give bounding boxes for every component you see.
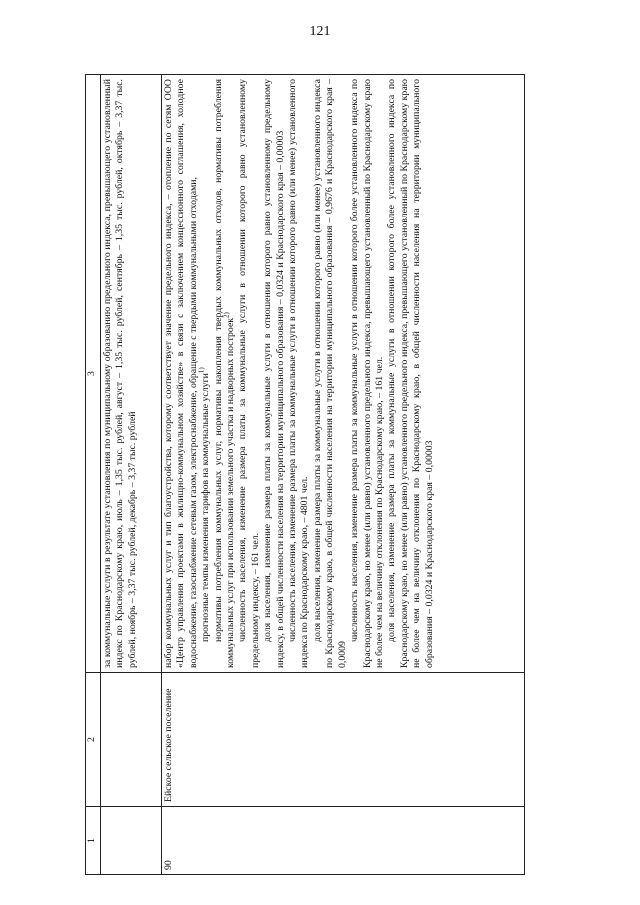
rotated-table-container <box>85 75 545 875</box>
population-equal-paragraph: численность населения, изменение размера платы за коммунальные услуги в отношении которого равно установленному предельному индексу, – 161 чел. <box>237 79 261 668</box>
description-cell <box>162 75 525 673</box>
norms-paragraph <box>213 79 238 668</box>
header-cell-3: 3 <box>86 75 101 673</box>
header-cell-2: 2 <box>86 673 101 807</box>
document-table <box>85 74 525 875</box>
population-less-paragraph: численность населения, изменение размера платы за коммунальные услуги в отношении которого равно (или менее) установленного индекса по Краснодарскому краю, – 4801 чел. <box>287 79 311 668</box>
share-equal-paragraph: доля населения, изменение размера платы за коммунальные услуги в отношении которого равно установленному предельному индексу, в общей численности населения на территории муниципального образования – 0,0324 и Краснодарского края – 0,00003 <box>262 79 286 668</box>
table-row-90 <box>162 75 525 875</box>
page-number: 121 <box>309 24 331 39</box>
settlement-name: Ейское сельское поселение <box>162 673 525 807</box>
share-less-paragraph: доля населения, изменение размера платы за коммунальные услуги в отношении которого равно (или менее) установленного индекса по Краснодарскому краю, в общей численности населения на территории муниципального образования – 0,9676 и Краснодарского края – 0,0009 <box>311 79 348 668</box>
services-paragraph: набор коммунальных услуг и тип благоустройства, которому соответствует значение предельного индекса, – отопление по сетям ООО «Центр управления проектами в жилищно-коммунальном хозяйстве» в связи с заключением концессионного соглашения, холодное водоснабжение, газоснабжение сетевым газом, электроснабжение, обращение с твердыми коммунальными отходами, <box>163 79 199 668</box>
header-cell-1: 1 <box>86 807 101 875</box>
tariff-text: прогнозные темпы изменения тарифов на коммунальные услуги <box>200 373 212 642</box>
name-cell <box>101 673 162 807</box>
row-number: 90 <box>162 807 525 875</box>
footnote-marker: 1) <box>197 367 206 374</box>
share-more-paragraph: доля населения, изменение размера платы за коммунальные услуги в отношении которого более установленного индекса по Краснодарскому краю, но менее (или равно) установленного предельного индекса, превышающего установленный по Краснодарскому краю не более чем на величину отклонения по Краснодарскому краю, в общей численности населения на территории муниципального образования – 0,0324 и Краснодарского края – 0,00003 <box>386 79 435 668</box>
table-row-continuation <box>101 75 162 875</box>
population-more-paragraph: численность населения, изменение размера платы за коммунальные услуги в отношении которого более установленного индекса по Краснодарскому краю, но менее (или равно) установленного предельного индекса, превышающего установленный по Краснодарскому краю не более чем на величину отклонения по Краснодарскому краю, – 161 чел. <box>349 79 385 668</box>
footnote-marker: 2) <box>222 312 231 318</box>
norms-text: нормативы потребления коммунальных услуг, нормативы накопления твердых коммунальных отходов, нормативы потребления коммунальных услуг при использовании земельного участка и надворных построек <box>212 79 237 668</box>
tariff-paragraph <box>197 79 212 668</box>
number-cell <box>101 807 162 875</box>
description-cell <box>101 75 162 673</box>
continuation-text: за коммунальные услуги в результате установления по муниципальному образованию предельного индекса, превышающего установленный индекс по Краснодарскому краю, июль – 1,35 тыс. рублей, август – 1,35 тыс. рублей, сентябрь – 1,35 тыс. рублей, октябрь – 3,37 тыс. рублей, ноябрь – 3,37 тыс. рублей, декабрь – 3,37 тыс. рублей <box>102 79 138 668</box>
table-header-row <box>86 75 101 875</box>
